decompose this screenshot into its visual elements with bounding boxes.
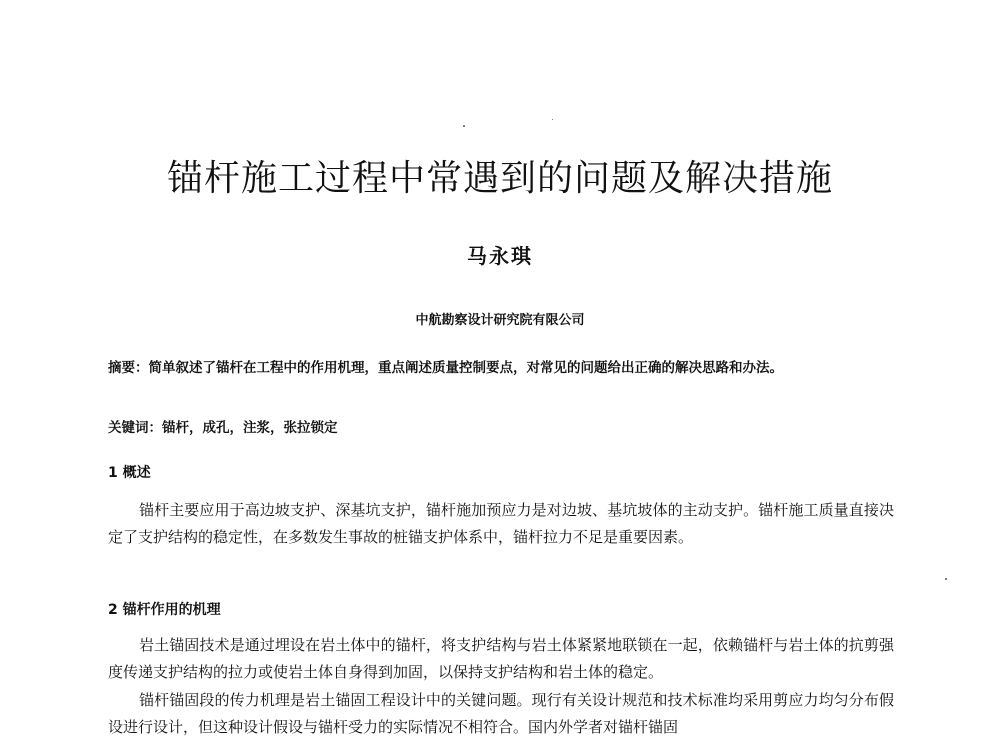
abstract-text: 简单叙述了锚杆在工程中的作用机理，重点阐述质量控制要点，对常见的问题给出正确的解决思路和办法。	[148, 360, 783, 376]
section-paragraph: 岩土锚固技术是通过埋设在岩土体中的锚杆，将支护结构与岩土体紧紧地联锁在一起，依赖锚杆与岩土体的抗剪强度传递支护结构的拉力或使岩土体自身得到加固，以保持支护结构和岩土体的稳定。	[108, 636, 894, 681]
scan-speck	[463, 125, 465, 127]
section-heading-overview: 1 概述	[108, 465, 151, 481]
abstract	[108, 352, 898, 385]
section-paragraph: 锚杆主要应用于高边坡支护、深基坑支护，锚杆施加预应力是对边坡、基坑坡体的主动支护。锚杆施工质量直接决定了支护结构的稳定性，在多数发生事故的桩锚支护体系中，锚杆拉力不足是重要因素。	[108, 501, 894, 546]
section-heading-mechanism: 2 锚杆作用的机理	[108, 602, 221, 618]
author-affiliation: 中航勘察设计研究院有限公司	[415, 313, 585, 328]
section-paragraph: 锚杆锚固段的传力机理是岩土锚固工程设计中的关键问题。现行有关设计规范和技术标准均采用剪应力均匀分布假设进行设计，但这种设计假设与锚杆受力的实际情况不相符合。国内外学者对锚杆锚固	[108, 691, 894, 736]
scan-speck	[945, 578, 947, 580]
abstract-label: 摘要：	[108, 360, 149, 376]
keywords-text: 锚杆，成孔，注浆，张拉锁定	[162, 420, 338, 436]
keywords-label: 关键词：	[108, 420, 162, 436]
author-name: 马永琪	[467, 244, 533, 268]
keywords	[108, 418, 898, 438]
scan-speck	[552, 119, 553, 120]
paper-title: 锚杆施工过程中常遇到的问题及解决措施	[166, 158, 833, 199]
